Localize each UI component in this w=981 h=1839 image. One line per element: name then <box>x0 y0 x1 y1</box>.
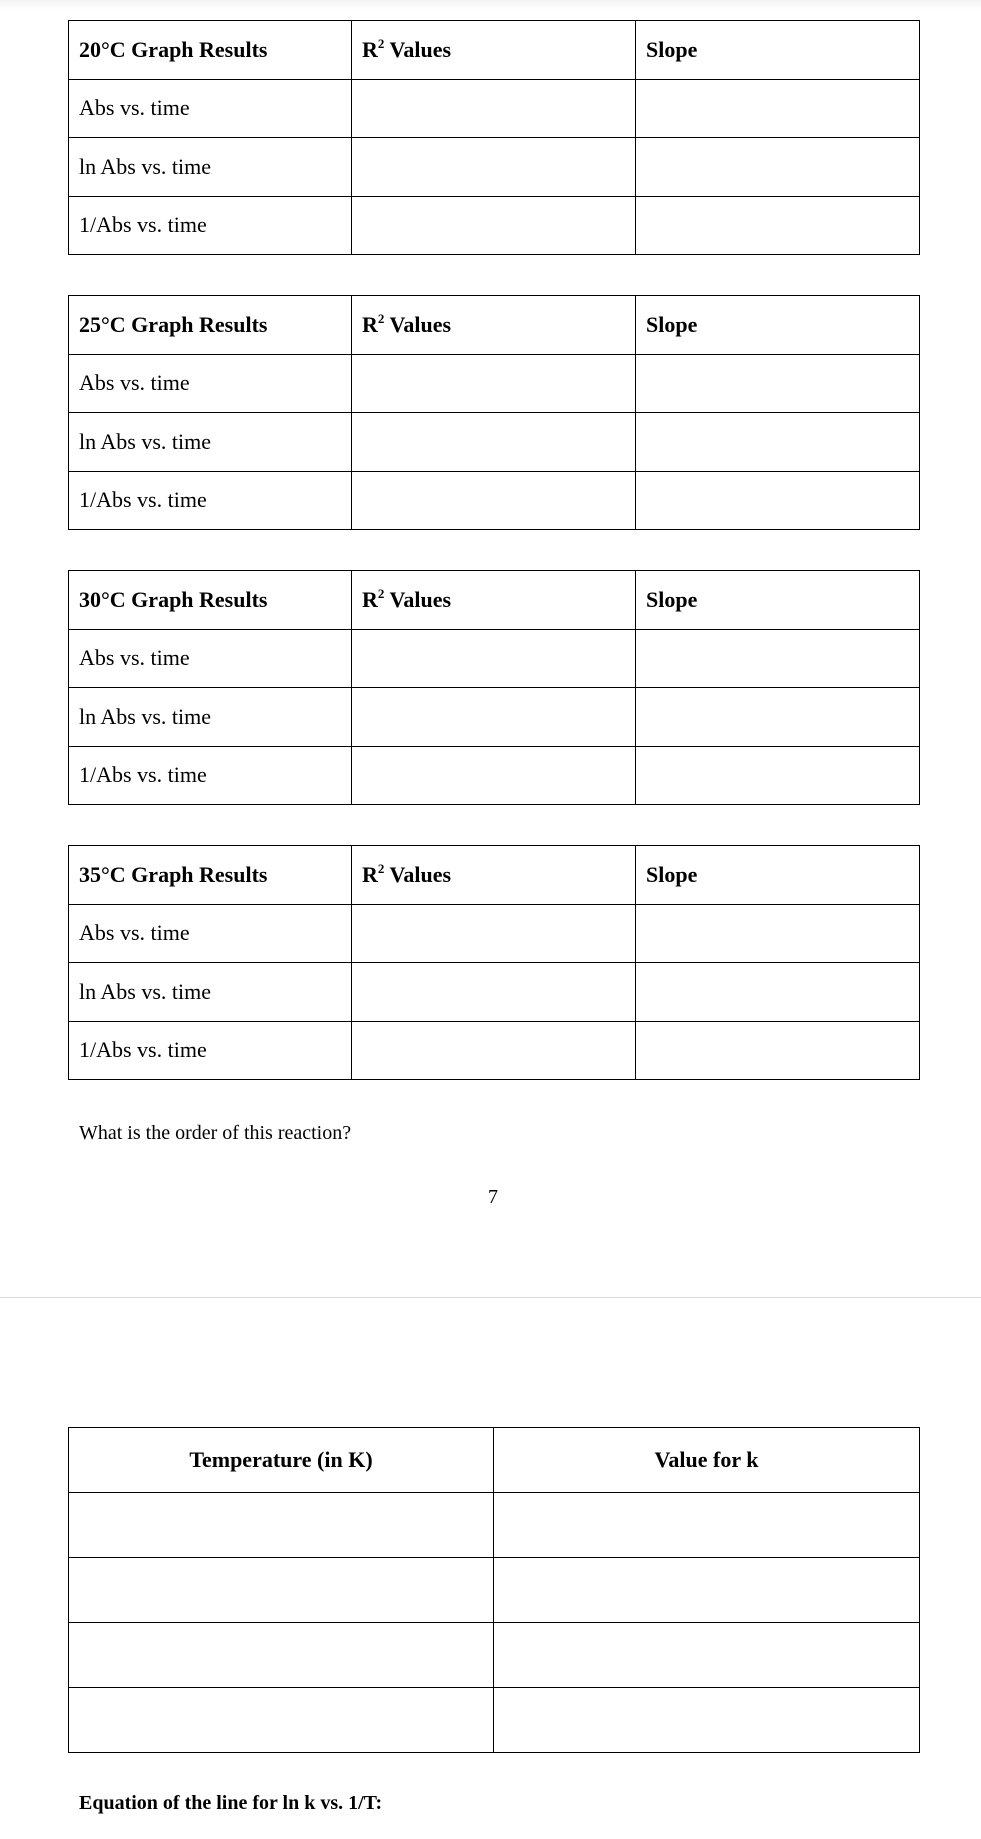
slope-cell[interactable] <box>636 963 920 1022</box>
r2-cell[interactable] <box>352 629 636 688</box>
r2-cell[interactable] <box>352 688 636 747</box>
slope-header: Slope <box>636 846 920 905</box>
k-value-cell[interactable] <box>494 1688 920 1753</box>
temperature-cell[interactable] <box>69 1623 494 1688</box>
row-label: Abs vs. time <box>69 904 352 963</box>
row-label: 1/Abs vs. time <box>69 471 352 530</box>
results-table-35c <box>68 845 920 1080</box>
r2-header: $R^2$ Values <box>352 296 636 355</box>
slope-cell[interactable] <box>636 629 920 688</box>
row-label: ln Abs vs. time <box>69 413 352 472</box>
slope-cell[interactable] <box>636 413 920 472</box>
slope-cell[interactable] <box>636 688 920 747</box>
table-header-row <box>69 21 920 80</box>
r2-cell[interactable] <box>352 413 636 472</box>
table-row <box>69 79 920 138</box>
slope-cell[interactable] <box>636 196 920 255</box>
table-header-row <box>69 571 920 630</box>
row-label: ln Abs vs. time <box>69 963 352 1022</box>
row-label: 1/Abs vs. time <box>69 746 352 805</box>
row-label: 1/Abs vs. time <box>69 196 352 255</box>
slope-cell[interactable] <box>636 354 920 413</box>
table-row <box>69 1688 920 1753</box>
table-row <box>69 196 920 255</box>
reaction-order-question: What is the order of this reaction? <box>79 1122 352 1144</box>
temperature-header: Temperature (in K) <box>69 1428 494 1493</box>
table-row <box>69 138 920 197</box>
table-row <box>69 1021 920 1080</box>
table-row <box>69 413 920 472</box>
results-table-20c <box>68 20 920 255</box>
table-row <box>69 904 920 963</box>
k-value-cell[interactable] <box>494 1493 920 1558</box>
table-row <box>69 688 920 747</box>
table-header-row <box>69 1428 920 1493</box>
equation-of-line-label: Equation of the line for ln k vs. 1/T: <box>79 1792 383 1814</box>
table-row <box>69 1623 920 1688</box>
table-row <box>69 471 920 530</box>
slope-cell[interactable] <box>636 746 920 805</box>
document-page-2 <box>0 1299 981 1839</box>
table-title: 30°C Graph Results <box>69 571 352 630</box>
table-row <box>69 746 920 805</box>
r2-cell[interactable] <box>352 1021 636 1080</box>
table-title: 25°C Graph Results <box>69 296 352 355</box>
table-header-row <box>69 296 920 355</box>
r2-header: $R^2$ Values <box>352 21 636 80</box>
row-label: Abs vs. time <box>69 354 352 413</box>
slope-header: Slope <box>636 571 920 630</box>
r2-header: $R^2$ Values <box>352 846 636 905</box>
table-title: 35°C Graph Results <box>69 846 352 905</box>
r2-cell[interactable] <box>352 746 636 805</box>
slope-cell[interactable] <box>636 1021 920 1080</box>
row-label: Abs vs. time <box>69 629 352 688</box>
slope-cell[interactable] <box>636 138 920 197</box>
slope-cell[interactable] <box>636 904 920 963</box>
row-label: ln Abs vs. time <box>69 688 352 747</box>
table-header-row <box>69 846 920 905</box>
results-table-25c <box>68 295 920 530</box>
table-row <box>69 1493 920 1558</box>
page-number: 7 <box>488 1186 498 1208</box>
r2-header: $R^2$ Values <box>352 571 636 630</box>
results-table-30c <box>68 570 920 805</box>
k-value-header: Value for k <box>494 1428 920 1493</box>
temperature-k-table <box>68 1427 920 1753</box>
table-row <box>69 354 920 413</box>
k-value-cell[interactable] <box>494 1623 920 1688</box>
r2-cell[interactable] <box>352 79 636 138</box>
slope-cell[interactable] <box>636 471 920 530</box>
r2-cell[interactable] <box>352 196 636 255</box>
r2-cell[interactable] <box>352 138 636 197</box>
table-row <box>69 629 920 688</box>
temperature-cell[interactable] <box>69 1493 494 1558</box>
r2-cell[interactable] <box>352 354 636 413</box>
slope-header: Slope <box>636 21 920 80</box>
r2-cell[interactable] <box>352 471 636 530</box>
row-label: Abs vs. time <box>69 79 352 138</box>
table-title: 20°C Graph Results <box>69 21 352 80</box>
r2-cell[interactable] <box>352 963 636 1022</box>
r2-cell[interactable] <box>352 904 636 963</box>
temperature-cell[interactable] <box>69 1688 494 1753</box>
temperature-cell[interactable] <box>69 1558 494 1623</box>
k-value-cell[interactable] <box>494 1558 920 1623</box>
slope-header: Slope <box>636 296 920 355</box>
table-row <box>69 963 920 1022</box>
row-label: ln Abs vs. time <box>69 138 352 197</box>
row-label: 1/Abs vs. time <box>69 1021 352 1080</box>
table-row <box>69 1558 920 1623</box>
slope-cell[interactable] <box>636 79 920 138</box>
